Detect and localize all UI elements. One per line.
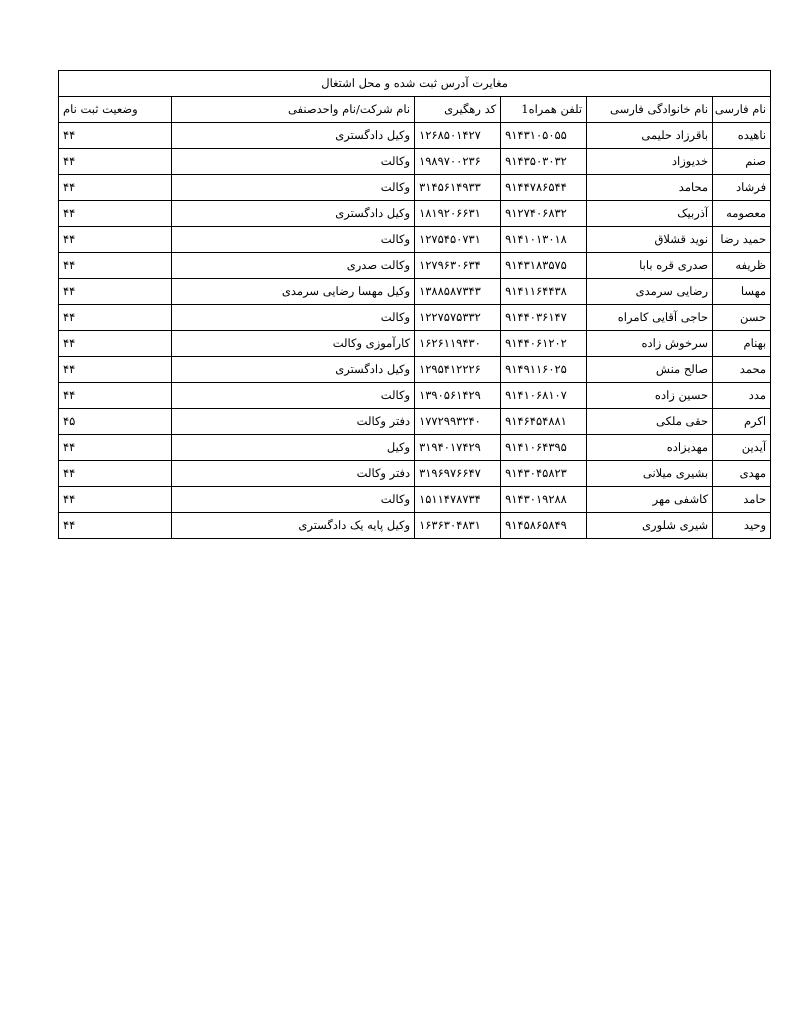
mobile-cell: ۹۱۴۱۱۶۴۴۳۸ bbox=[501, 279, 587, 305]
mobile-cell: ۹۱۴۱۰۶۸۱۰۷ bbox=[501, 383, 587, 409]
mobile-cell: ۹۱۴۴۰۶۱۲۰۲ bbox=[501, 331, 587, 357]
company-name-cell: وکیل دادگستری bbox=[172, 201, 415, 227]
tracking-code-cell: ۳۱۴۵۶۱۴۹۳۳ bbox=[415, 175, 501, 201]
registration-status-cell: ۴۴ bbox=[59, 201, 172, 227]
last-name-cell: مهدیزاده bbox=[587, 435, 713, 461]
mobile-cell: ۹۱۴۳۰۱۹۲۸۸ bbox=[501, 487, 587, 513]
first-name-cell: معصومه bbox=[713, 201, 771, 227]
first-name-cell: مدد bbox=[713, 383, 771, 409]
mobile-cell: ۹۱۴۳۰۴۵۸۲۳ bbox=[501, 461, 587, 487]
table-row bbox=[59, 357, 771, 383]
tracking-code-cell: ۱۶۲۶۱۱۹۴۳۰ bbox=[415, 331, 501, 357]
first-name-cell: حسن bbox=[713, 305, 771, 331]
header-row bbox=[59, 97, 771, 123]
first-name-cell: ناهیده bbox=[713, 123, 771, 149]
mobile-cell: ۹۱۴۴۷۸۶۵۴۴ bbox=[501, 175, 587, 201]
table-row bbox=[59, 331, 771, 357]
registration-status-cell: ۴۵ bbox=[59, 409, 172, 435]
company-name-cell: وکالت bbox=[172, 487, 415, 513]
tracking-code-cell: ۳۱۹۶۹۷۶۶۴۷ bbox=[415, 461, 501, 487]
last-name-cell: بشیری میلانی bbox=[587, 461, 713, 487]
registration-status-cell: ۴۴ bbox=[59, 357, 172, 383]
table-row bbox=[59, 461, 771, 487]
tracking-code-cell: ۱۵۱۱۴۷۸۷۳۴ bbox=[415, 487, 501, 513]
mobile-cell: ۹۱۴۳۱۰۵۰۵۵ bbox=[501, 123, 587, 149]
registration-status-cell: ۴۴ bbox=[59, 149, 172, 175]
tracking-code-cell: ۱۸۱۹۲۰۶۶۳۱ bbox=[415, 201, 501, 227]
last-name-cell: محامد bbox=[587, 175, 713, 201]
table-row bbox=[59, 409, 771, 435]
header-mobile: تلفن همراه1 bbox=[501, 97, 587, 123]
company-name-cell: وکالت bbox=[172, 383, 415, 409]
mobile-cell: ۹۱۴۱۰۶۴۳۹۵ bbox=[501, 435, 587, 461]
table-row bbox=[59, 123, 771, 149]
company-name-cell: دفتر وکالت bbox=[172, 409, 415, 435]
tracking-code-cell: ۱۲۲۷۵۷۵۳۳۲ bbox=[415, 305, 501, 331]
header-company-name: نام شرکت/نام واحدصنفی bbox=[172, 97, 415, 123]
mobile-cell: ۹۱۴۹۱۱۶۰۲۵ bbox=[501, 357, 587, 383]
header-first-name: نام فارسی bbox=[713, 97, 771, 123]
last-name-cell: صالح منش bbox=[587, 357, 713, 383]
tracking-code-cell: ۱۲۷۹۶۳۰۶۳۴ bbox=[415, 253, 501, 279]
company-name-cell: وکالت bbox=[172, 175, 415, 201]
registration-status-cell: ۴۴ bbox=[59, 175, 172, 201]
first-name-cell: حمید رضا bbox=[713, 227, 771, 253]
tracking-code-cell: ۱۹۸۹۷۰۰۲۳۶ bbox=[415, 149, 501, 175]
last-name-cell: سرخوش زاده bbox=[587, 331, 713, 357]
last-name-cell: خدیوزاد bbox=[587, 149, 713, 175]
last-name-cell: حقی ملکی bbox=[587, 409, 713, 435]
table-row bbox=[59, 305, 771, 331]
registration-status-cell: ۴۴ bbox=[59, 253, 172, 279]
header-registration-status: وضعیت ثبت نام bbox=[59, 97, 172, 123]
table-row bbox=[59, 487, 771, 513]
tracking-code-cell: ۱۲۹۵۴۱۲۲۲۶ bbox=[415, 357, 501, 383]
last-name-cell: شیری شلوری bbox=[587, 513, 713, 539]
company-name-cell: وکیل مهسا رضایی سرمدی bbox=[172, 279, 415, 305]
mobile-cell: ۹۱۴۵۸۶۵۸۴۹ bbox=[501, 513, 587, 539]
mobile-cell: ۹۱۴۴۰۳۶۱۴۷ bbox=[501, 305, 587, 331]
company-name-cell: وکالت bbox=[172, 149, 415, 175]
registration-status-cell: ۴۴ bbox=[59, 383, 172, 409]
table-row bbox=[59, 383, 771, 409]
registration-status-cell: ۴۴ bbox=[59, 435, 172, 461]
registration-status-cell: ۴۴ bbox=[59, 279, 172, 305]
table-row bbox=[59, 201, 771, 227]
table-row bbox=[59, 513, 771, 539]
tracking-code-cell: ۳۱۹۴۰۱۷۴۲۹ bbox=[415, 435, 501, 461]
company-name-cell: کارآموزی وکالت bbox=[172, 331, 415, 357]
registration-status-cell: ۴۴ bbox=[59, 227, 172, 253]
company-name-cell: وکیل دادگستری bbox=[172, 123, 415, 149]
first-name-cell: حامد bbox=[713, 487, 771, 513]
last-name-cell: حاجی آقایی کامراه bbox=[587, 305, 713, 331]
first-name-cell: محمد bbox=[713, 357, 771, 383]
company-name-cell: وکالت bbox=[172, 227, 415, 253]
first-name-cell: صنم bbox=[713, 149, 771, 175]
first-name-cell: مهدی bbox=[713, 461, 771, 487]
table-row bbox=[59, 149, 771, 175]
registration-table bbox=[58, 70, 771, 539]
first-name-cell: ظریفه bbox=[713, 253, 771, 279]
registration-status-cell: ۴۴ bbox=[59, 305, 172, 331]
mobile-cell: ۹۱۴۶۴۵۴۸۸۱ bbox=[501, 409, 587, 435]
table-title: مغایرت آدرس ثبت شده و محل اشتغال bbox=[59, 71, 771, 97]
last-name-cell: باقرزاد حلیمی bbox=[587, 123, 713, 149]
first-name-cell: مهسا bbox=[713, 279, 771, 305]
first-name-cell: آیدین bbox=[713, 435, 771, 461]
company-name-cell: وکیل پایه یک دادگستری bbox=[172, 513, 415, 539]
company-name-cell: وکیل دادگستری bbox=[172, 357, 415, 383]
tracking-code-cell: ۱۲۶۸۵۰۱۴۲۷ bbox=[415, 123, 501, 149]
last-name-cell: حسین زاده bbox=[587, 383, 713, 409]
last-name-cell: نوید قشلاق bbox=[587, 227, 713, 253]
last-name-cell: صدری قره بابا bbox=[587, 253, 713, 279]
first-name-cell: فرشاد bbox=[713, 175, 771, 201]
registration-status-cell: ۴۴ bbox=[59, 123, 172, 149]
table-row bbox=[59, 175, 771, 201]
last-name-cell: آذربیک bbox=[587, 201, 713, 227]
registration-status-cell: ۴۴ bbox=[59, 513, 172, 539]
mobile-cell: ۹۱۴۱۰۱۳۰۱۸ bbox=[501, 227, 587, 253]
company-name-cell: دفتر وکالت bbox=[172, 461, 415, 487]
table-row bbox=[59, 253, 771, 279]
table-body bbox=[59, 123, 771, 539]
last-name-cell: کاشفی مهر bbox=[587, 487, 713, 513]
tracking-code-cell: ۱۳۹۰۵۶۱۴۲۹ bbox=[415, 383, 501, 409]
tracking-code-cell: ۱۷۷۲۹۹۳۲۴۰ bbox=[415, 409, 501, 435]
registration-status-cell: ۴۴ bbox=[59, 461, 172, 487]
last-name-cell: رضایی سرمدی bbox=[587, 279, 713, 305]
tracking-code-cell: ۱۳۸۸۵۸۷۳۴۳ bbox=[415, 279, 501, 305]
mobile-cell: ۹۱۲۷۴۰۶۸۳۲ bbox=[501, 201, 587, 227]
registration-status-cell: ۴۴ bbox=[59, 331, 172, 357]
tracking-code-cell: ۱۶۳۶۳۰۴۸۳۱ bbox=[415, 513, 501, 539]
tracking-code-cell: ۱۲۷۵۴۵۰۷۳۱ bbox=[415, 227, 501, 253]
mobile-cell: ۹۱۴۳۵۰۳۰۳۲ bbox=[501, 149, 587, 175]
company-name-cell: وکیل bbox=[172, 435, 415, 461]
mobile-cell: ۹۱۴۳۱۸۳۵۷۵ bbox=[501, 253, 587, 279]
first-name-cell: بهنام bbox=[713, 331, 771, 357]
header-tracking-code: کد رهگیری bbox=[415, 97, 501, 123]
company-name-cell: وکالت صدری bbox=[172, 253, 415, 279]
header-last-name: نام خانوادگی فارسی bbox=[587, 97, 713, 123]
table-row bbox=[59, 279, 771, 305]
first-name-cell: اکرم bbox=[713, 409, 771, 435]
table-row bbox=[59, 227, 771, 253]
table-row bbox=[59, 435, 771, 461]
registration-status-cell: ۴۴ bbox=[59, 487, 172, 513]
first-name-cell: وحید bbox=[713, 513, 771, 539]
company-name-cell: وکالت bbox=[172, 305, 415, 331]
